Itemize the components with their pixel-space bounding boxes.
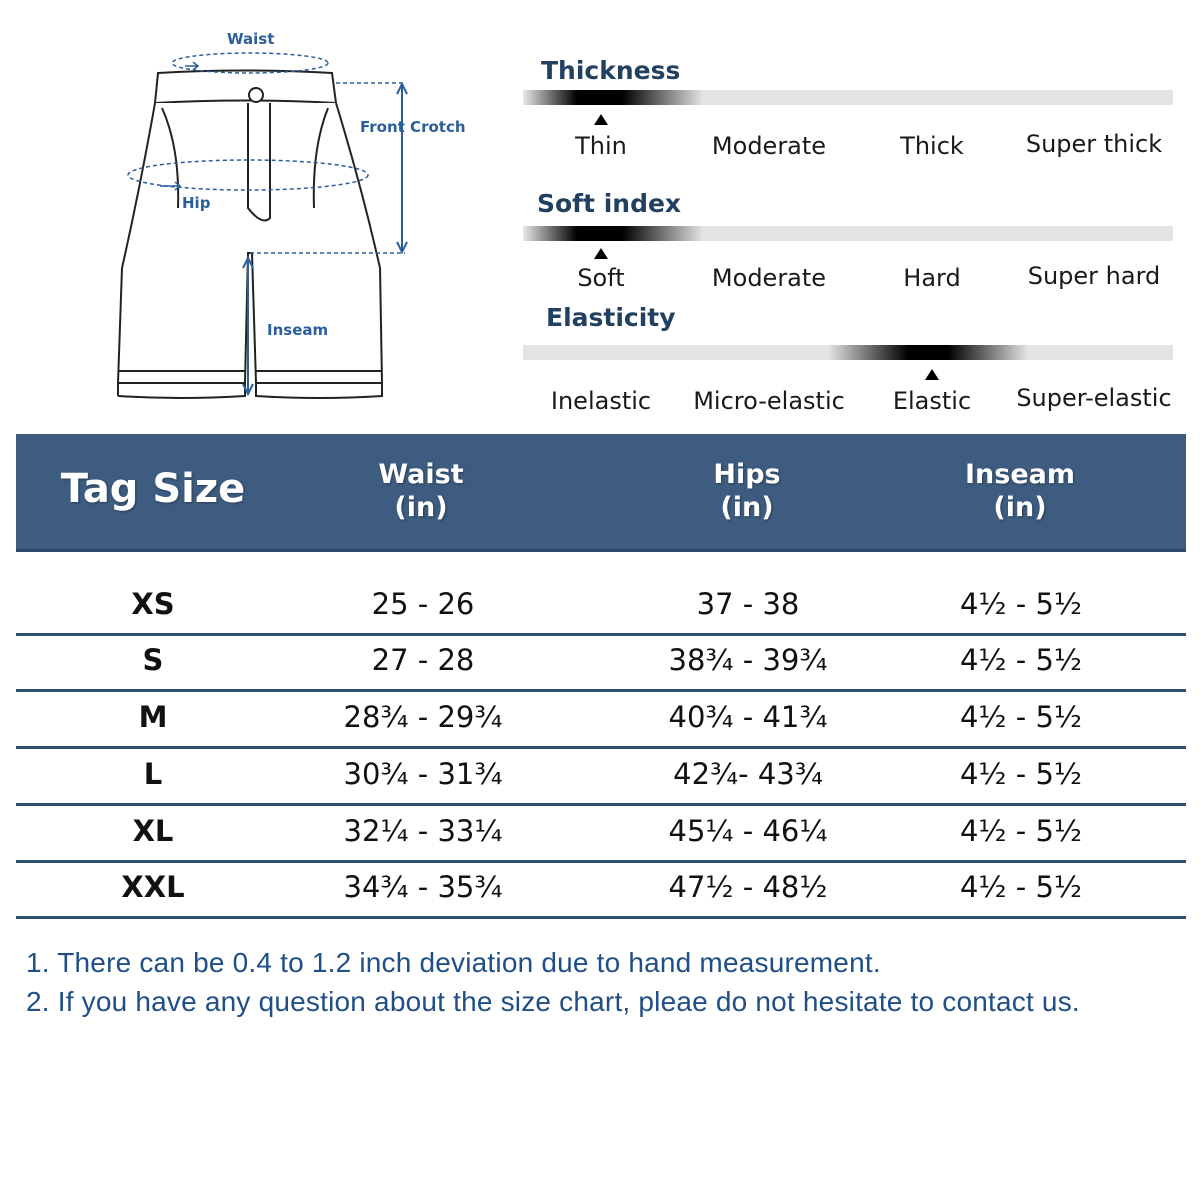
- thickness-option-moderate: Moderate: [711, 132, 827, 160]
- cell-hips: 40¾ - 41¾: [668, 700, 828, 734]
- cell-waist: 27 - 28: [371, 643, 475, 677]
- table-row: [16, 804, 1186, 863]
- cell-size: XXL: [121, 870, 185, 904]
- cell-waist: 34¾ - 35¾: [343, 870, 503, 904]
- cell-inseam: 4½ - 5½: [959, 814, 1083, 848]
- cell-waist: 25 - 26: [371, 587, 475, 621]
- elasticity-option-elastic: Elastic: [892, 387, 972, 415]
- cell-size: M: [138, 700, 168, 734]
- header-waist-label: Waist: [378, 459, 464, 490]
- header-waist: [301, 458, 541, 524]
- header-tag-size: Tag Size: [60, 466, 246, 512]
- elasticity-option-super-elastic: Super-elastic: [1016, 384, 1172, 412]
- header-waist-unit: (in): [394, 492, 448, 523]
- elasticity-marker-icon: [925, 369, 939, 380]
- elasticity-scale: [523, 345, 1173, 360]
- soft-index-option-super-hard: Super hard: [1027, 262, 1161, 290]
- soft-index-option-hard: Hard: [903, 264, 961, 292]
- header-inseam-label: Inseam: [964, 459, 1075, 490]
- header-inseam: [900, 458, 1140, 524]
- elasticity-option-inelastic: Inelastic: [550, 387, 652, 415]
- shorts-body-shape: [118, 103, 382, 383]
- cell-hips: 42¾- 43¾: [673, 757, 823, 791]
- cell-size: S: [142, 643, 164, 677]
- cell-waist: 32¼ - 33¼: [343, 814, 503, 848]
- cell-inseam: 4½ - 5½: [959, 643, 1083, 677]
- elasticity-option-micro-elastic: Micro-elastic: [693, 387, 845, 415]
- thickness-marker-icon: [594, 114, 608, 125]
- header-hips: [627, 458, 867, 524]
- header-inseam-unit: (in): [993, 492, 1047, 523]
- size-table-header: [16, 434, 1186, 552]
- table-row: [16, 860, 1186, 919]
- header-hips-unit: (in): [720, 492, 774, 523]
- cell-hips: 38¾ - 39¾: [668, 643, 828, 677]
- soft-index-option-soft: Soft: [577, 264, 625, 292]
- table-row: [16, 633, 1186, 692]
- cell-hips: 45¼ - 46¼: [668, 814, 828, 848]
- table-row: [16, 690, 1186, 749]
- thickness-option-thick: Thick: [900, 132, 964, 160]
- inseam-label: Inseam: [267, 321, 329, 339]
- front-crotch-label: Front Crotch: [360, 118, 466, 136]
- cell-waist: 30¾ - 31¾: [343, 757, 503, 791]
- thickness-scale: [523, 90, 1173, 105]
- header-hips-label: Hips: [713, 459, 781, 490]
- cell-inseam: 4½ - 5½: [959, 870, 1083, 904]
- cell-hips: 47½ - 48½: [668, 870, 828, 904]
- cell-inseam: 4½ - 5½: [959, 587, 1083, 621]
- thickness-title: Thickness: [541, 56, 681, 85]
- waist-label: Waist: [227, 30, 275, 48]
- cell-size: XS: [131, 587, 175, 621]
- elasticity-title: Elasticity: [546, 303, 676, 332]
- thickness-option-thin: Thin: [575, 132, 627, 160]
- shorts-diagram: [100, 28, 480, 418]
- soft-index-marker-icon: [594, 248, 608, 259]
- soft-index-title: Soft index: [537, 189, 682, 218]
- table-row: [16, 747, 1186, 806]
- soft-index-option-moderate: Moderate: [711, 264, 827, 292]
- button-icon: [249, 88, 263, 102]
- cell-size: XL: [132, 814, 174, 848]
- cell-inseam: 4½ - 5½: [959, 700, 1083, 734]
- note-contact: 2. If you have any question about the size chart, pleae do not hesitate to contact us.: [26, 986, 1080, 1017]
- cell-size: L: [143, 757, 163, 791]
- note-deviation: 1. There can be 0.4 to 1.2 inch deviation due to hand measurement.: [26, 947, 881, 978]
- waistband-shape: [155, 71, 336, 104]
- soft-index-scale: [523, 226, 1173, 241]
- thickness-option-super-thick: Super thick: [1025, 130, 1163, 158]
- shorts-illustration: [100, 28, 480, 418]
- hip-label: Hip: [182, 194, 211, 212]
- cell-waist: 28¾ - 29¾: [343, 700, 503, 734]
- cell-hips: 37 - 38: [696, 587, 800, 621]
- table-row: [16, 577, 1186, 636]
- cell-inseam: 4½ - 5½: [959, 757, 1083, 791]
